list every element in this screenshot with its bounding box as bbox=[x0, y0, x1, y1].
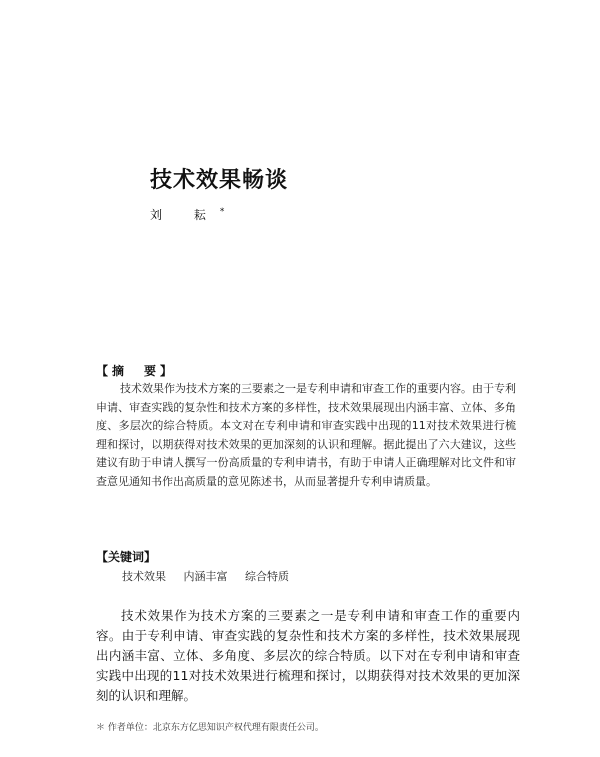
author-affiliation-footnote: ＊ 作者单位：北京东方亿思知识产权代理有限责任公司。 bbox=[96, 723, 324, 733]
body-paragraph: 技术效果作为技术方案的三要素之一是专利申请和审查工作的重要内容。由于专利申请、审查实践的复杂性和技术方案的多样性，技术效果展现出内涵丰富、立体、多角度、多层次的综合特质。以下对在专利申请和审查实践中出现的11对技术效果进行梳理和探讨，以期获得对技术效果的更加深刻的认识和理解。 bbox=[96, 608, 520, 703]
keyword-item: 综合特质 bbox=[245, 570, 289, 583]
keywords-list bbox=[122, 568, 303, 584]
author-footnote-mark: * bbox=[219, 207, 225, 217]
keyword-item: 技术效果 bbox=[122, 570, 166, 583]
abstract-heading: 【摘 要】 bbox=[96, 364, 177, 378]
abstract-text: 技术效果作为技术方案的三要素之一是专利申请和审查工作的重要内容。由于专利申请、审查实践的复杂性和技术方案的多样性，技术效果展现出内涵丰富、立体、多角度、多层次的综合特质。本文对在专利申请和审查实践中出现的11对技术效果进行梳理和探讨，以期获得对技术效果的更加深刻的认识和理解。据此提出了六大建议，这些建议有助于申请人撰写一份高质量的专利申请书，有助于申请人正确理解对比文件和审查意见通知书作出高质量的意见陈述书，从而显著提升专利申请质量。 bbox=[96, 382, 516, 488]
keyword-item: 内涵丰富 bbox=[183, 570, 228, 583]
author-name-text: 刘 耘 bbox=[150, 208, 220, 222]
article-title: 技术效果畅谈 bbox=[150, 168, 289, 193]
author-name bbox=[150, 206, 224, 223]
keywords-heading: 【关键词】 bbox=[96, 550, 157, 564]
